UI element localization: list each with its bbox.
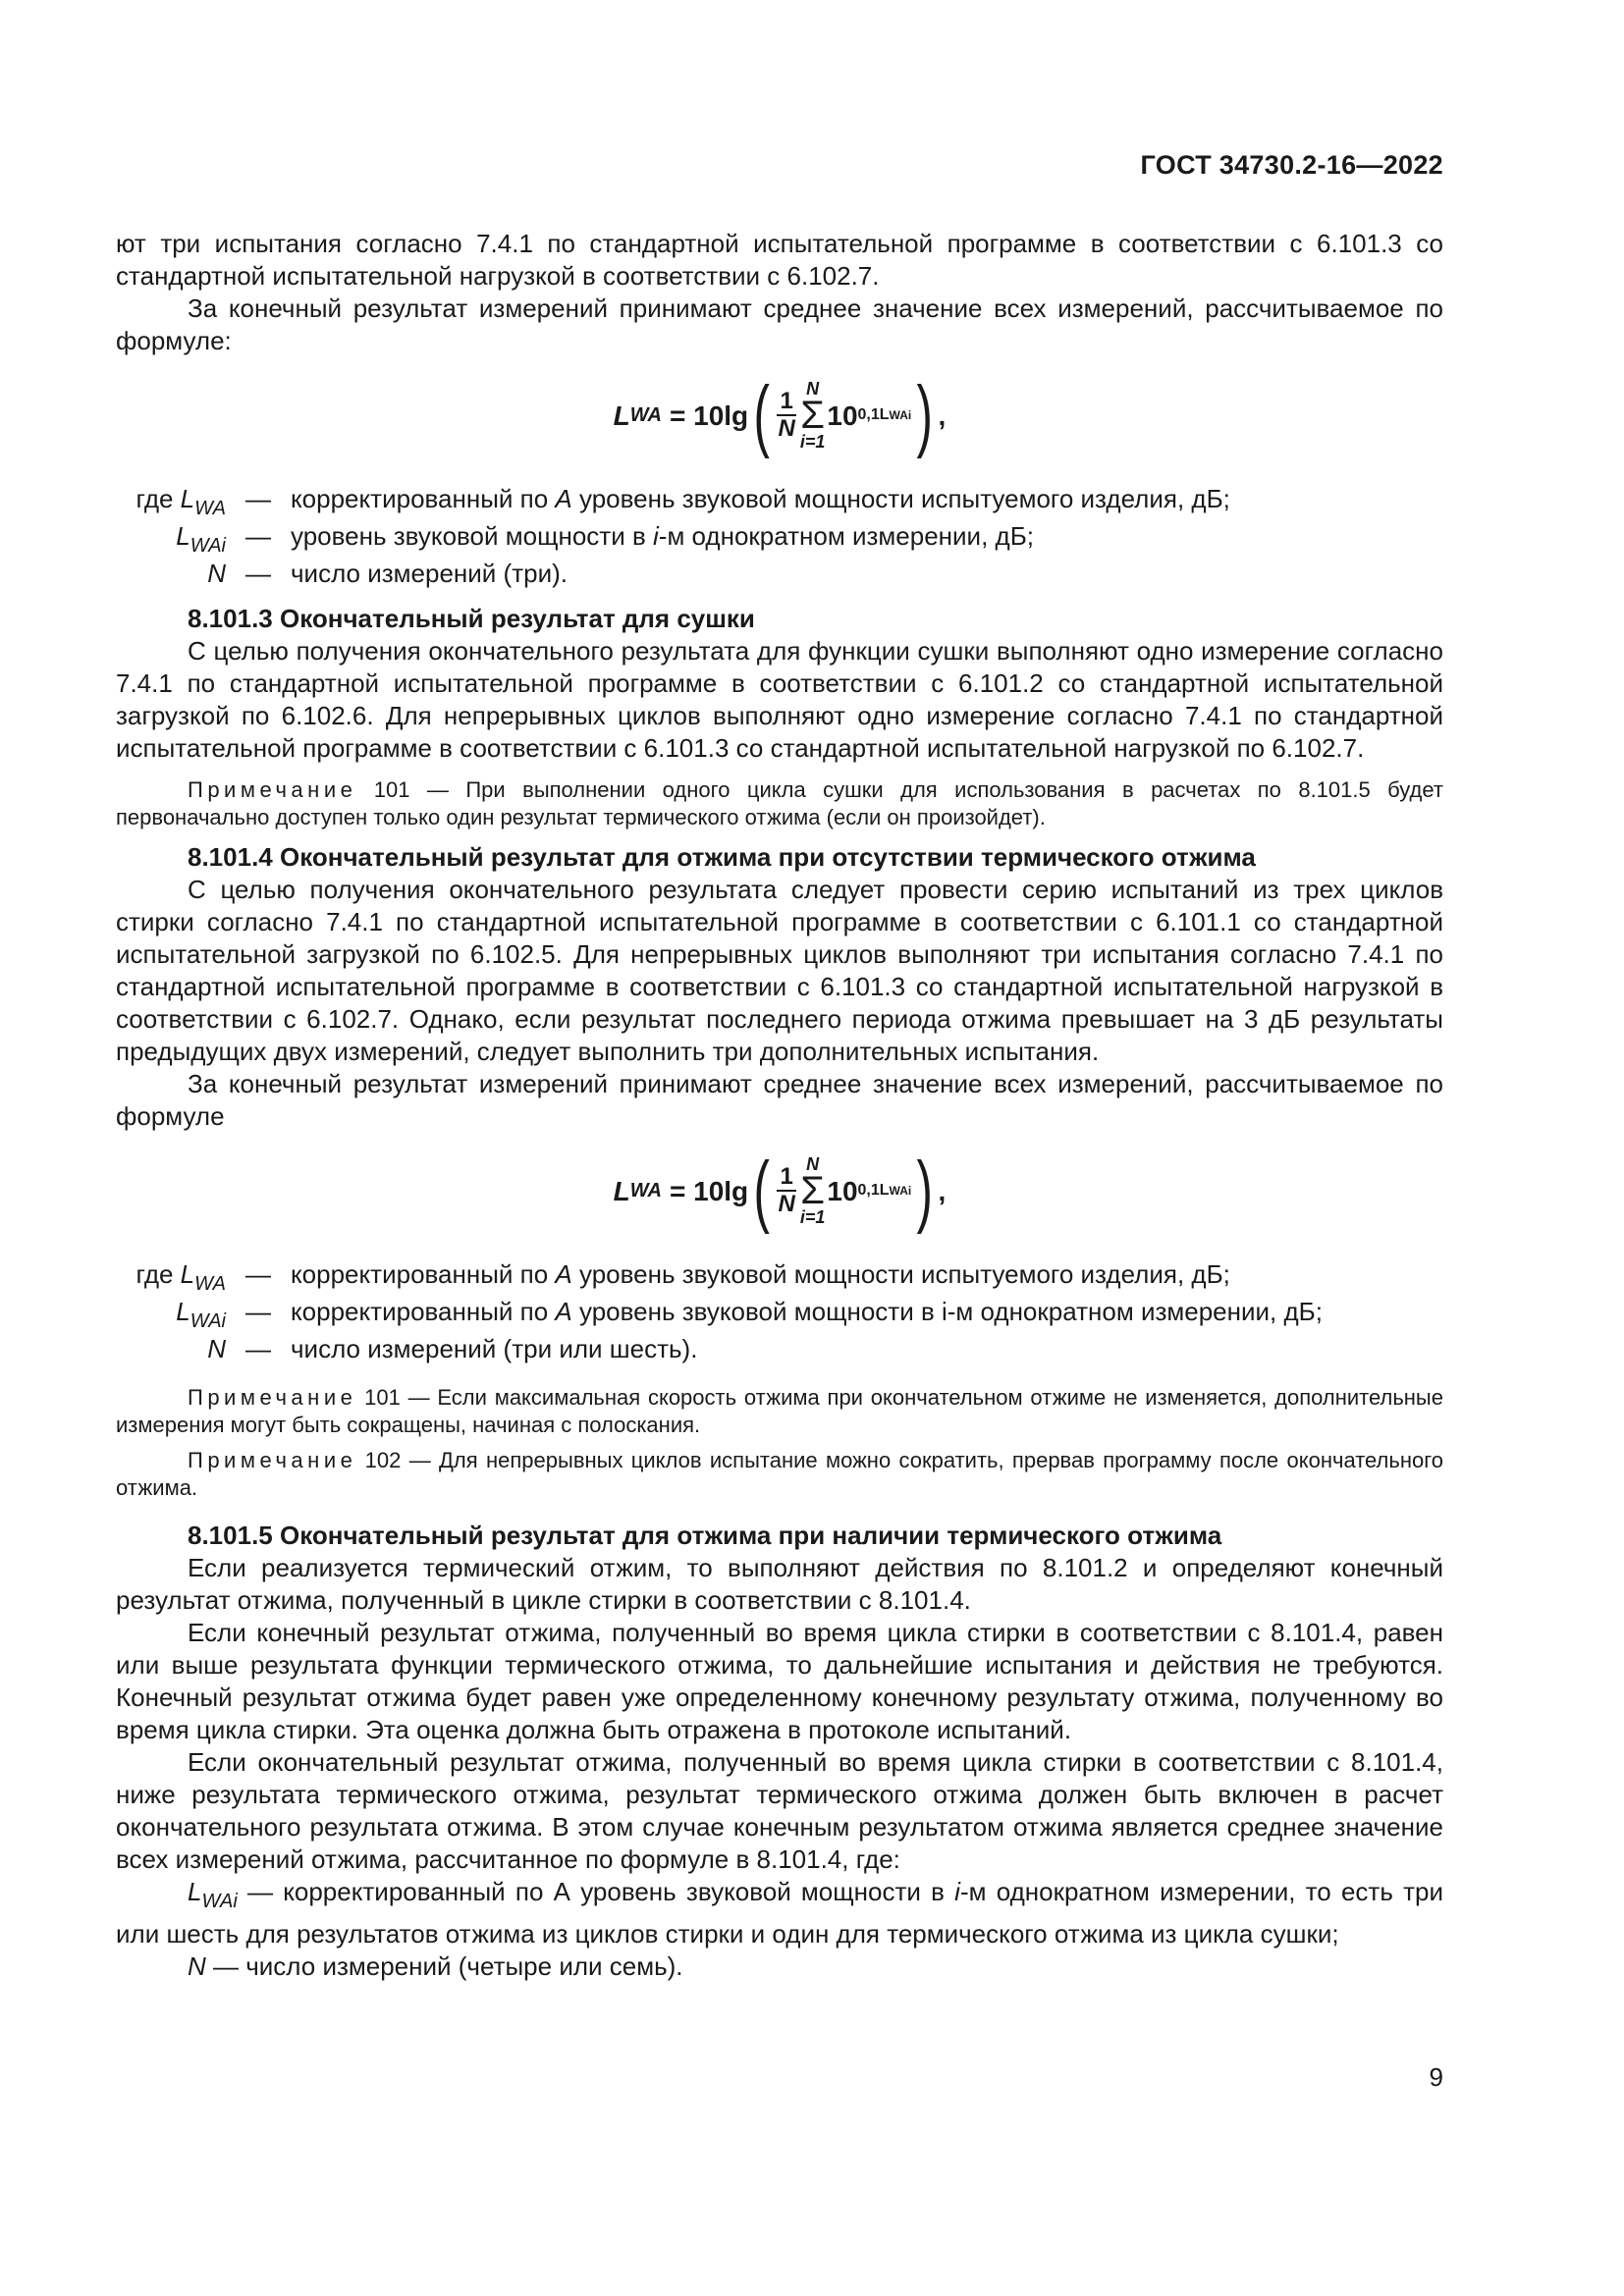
- sum-sign: N Σ i=1: [799, 1154, 826, 1227]
- paragraph: Если окончательный результат отжима, полученный во время цикла стирки в соответствии с 8.101.4, ниже результата термического отжима, результат термического отжима должен быть включен в расчет окончательного результата отжима. В этом случае конечным результатом отжима является среднее значение всех измерений отжима, рассчитанное по формуле в 8.101.4, где:: [116, 1747, 1443, 1874]
- paragraph: За конечный результат измерений принимают среднее значение всех измерений, рассчитываемое по формуле: [116, 1069, 1443, 1131]
- where-row: $L_{WAi}$ — корректированный по А уровень звуковой мощности в i-м однократном измерении, дБ;: [176, 1297, 1323, 1332]
- formula-fraction: $\frac{1}{N}$: [778, 388, 795, 442]
- paragraph: За конечный результат измерений принимают среднее значение всех измерений, рассчитываемое по формуле:: [116, 294, 1443, 355]
- document-body: [116, 228, 1443, 1983]
- formula-fraction: $\frac{1}{N}$: [778, 1163, 795, 1217]
- formula-lwa: L WA = 10 lg ( $\frac{1}{N}$ N Σ i=1 10 0,1LWAi ) ,: [613, 370, 947, 459]
- where-list: [116, 1258, 1443, 1370]
- definition: N — число измерений (четыре или семь).: [188, 1951, 683, 1981]
- sum-sign: N Σ i=1: [799, 379, 826, 452]
- where-list: [116, 483, 1443, 595]
- note: Примечание 101 — При выполнении одного цикла сушки для использования в расчетах по 8.101.5 будет первоначально доступен только один результат термического отжима (если он произойдет).: [116, 777, 1443, 829]
- section-heading: 8.101.3 Окончательный результат для сушки: [188, 604, 755, 633]
- document-id-header: ГОСТ 34730.2-16—2022: [1140, 150, 1443, 180]
- note: Примечание 101 — Если максимальная скорость отжима при окончательном отжиме не изменяется, дополнительные измерения могут быть сокращены, начиная с полоскания.: [116, 1385, 1443, 1437]
- page-number: 9: [1429, 2062, 1443, 2092]
- paragraph: Если конечный результат отжима, полученный во время цикла стирки в соответствии с 8.101.4, равен или выше результата функции термического отжима, то дальнейшие испытания и действия не требуются. Конечный результат отжима будет равен уже определенному конечному результату отжима, полученному во время цикла стирки. Эта оценка должна быть отражена в протоколе испытаний.: [116, 1618, 1443, 1744]
- formula-lwa: L WA = 10 lg ( $\frac{1}{N}$ N Σ i=1 10 0,1LWAi ) ,: [613, 1146, 947, 1235]
- where-row: где $L_{WA}$ — корректированный по А уровень звуковой мощности испытуемого изделия, дБ;: [135, 484, 1230, 519]
- paragraph: Если реализуется термический отжим, то выполняют действия по 8.101.2 и определяют конечный результат отжима, полученный в цикле стирки в соответствии с 8.101.4.: [116, 1553, 1443, 1615]
- note: Примечание 102 — Для непрерывных циклов испытание можно сократить, прервав программу после окончательного отжима.: [116, 1448, 1443, 1500]
- paragraph: С целью получения окончательного результата следует провести серию испытаний из трех циклов стирки согласно 7.4.1 по стандартной испытательной программе в соответствии с 6.101.1 со стандартной испытательной загрузкой по 6.102.5. Для непрерывных циклов выполняют три испытания согласно 7.4.1 по стандартной испытательной программе в соответствии с 6.101.3 со стандартной испытательной нагрузкой в соответствии с 6.102.7. Однако, если результат последнего периода отжима превышает на 3 дБ результаты предыдущих двух измерений, следует выполнить три дополнительных испытания.: [116, 875, 1443, 1066]
- paragraph: ют три испытания согласно 7.4.1 по стандартной испытательной программе в соответствии с 6.101.3 со стандартной испытательной нагрузкой в соответствии с 6.102.7.: [116, 229, 1443, 291]
- formula-lhs: L: [613, 400, 630, 431]
- where-row: $L_{WAi}$ — уровень звуковой мощности в i-м однократном измерении, дБ;: [176, 521, 1034, 557]
- paragraph: С целью получения окончательного результата для функции сушки выполняют одно измерение согласно 7.4.1 по стандартной испытательной программе в соответствии с 6.101.2 со стандартной испытательной загрузкой по 6.102.6. Для непрерывных циклов выполняют одно измерение согласно 7.4.1 по стандартной испытательной программе в соответствии с 6.101.3 со стандартной испытательной нагрузкой по 6.102.7.: [116, 636, 1443, 763]
- section-heading: 8.101.5 Окончательный результат для отжима при наличии термического отжима: [188, 1521, 1222, 1550]
- section-heading: 8.101.4 Окончательный результат для отжима при отсутствии термического отжима: [188, 842, 1256, 872]
- where-row: N — число измерений (три).: [207, 559, 568, 588]
- where-row: где $L_{WA}$ — корректированный по А уровень звуковой мощности испытуемого изделия, дБ;: [135, 1259, 1230, 1295]
- where-row: N — число измерений (три или шесть).: [207, 1334, 698, 1363]
- definition: $L_{WAi}$ — корректированный по А уровень звуковой мощности в i-м однократном измерении, то есть три или шесть для результатов отжима из циклов стирки и один для термического отжима из цикла сушки;: [116, 1877, 1443, 1949]
